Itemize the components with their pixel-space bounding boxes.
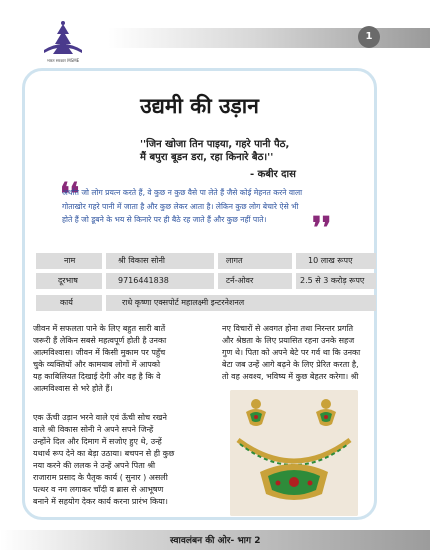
label-work: कार्य [36, 295, 102, 311]
header-bar [108, 28, 430, 48]
jewellery-photo [230, 390, 358, 516]
text-line: जीवन में सफलता पाने के लिए बहुत सारी बातें [33, 324, 166, 333]
text-line: नए विचारों से अवगत होना तथा निरन्तर प्रगति [222, 324, 354, 333]
text-line: नया करने की ललक ने उन्हें अपने पिता श्री [33, 461, 156, 470]
intro-line-1: अर्थात जो लोग प्रयत्न करते हैं, वे कुछ न कुछ वैसे पा लेते हैं जैसे कोई मेहनत करने वाला [62, 188, 303, 197]
body-left-paragraph-1 [33, 323, 183, 395]
text-line: आत्मविश्वास। जीवन में किसी मुकाम पर पहुँच [33, 348, 166, 357]
info-row-phone [36, 273, 376, 289]
text-line: राजाराम प्रसाद के पैतृक कार्य ( सुनार ) असली [33, 473, 168, 482]
text-line: यह काबिलियत दिखाई देगी और वह है कि वे [33, 372, 161, 381]
intro-paragraph [62, 186, 352, 227]
text-line: वाले श्री विकास सोनी ने अपने सपने जिन्हें [33, 425, 154, 434]
open-quote-icon: ❛❛ [60, 177, 80, 212]
text-line: और श्रेष्ठता के लिए प्रयासित रहना उनके सहज [222, 336, 355, 345]
body-left-paragraph-2 [33, 412, 183, 508]
body-right-paragraph [222, 323, 372, 383]
text-line: पत्थर व नग लगाकर चाँदी व ब्रास से आभूषण [33, 485, 164, 494]
logo-caption: भारत सरकार MSME [46, 58, 80, 63]
text-line: उन्होंने दिल और दिमाग में सजोए हुए थे, उन्हें [33, 437, 162, 446]
text-line: आत्मविश्वास से भरे होते हैं। [33, 384, 113, 393]
value-work: राधे कृष्णा एक्सपोर्ट महालक्ष्मी इन्टरनेशनल [106, 295, 376, 311]
page-title: उद्यमी की उड़ान [140, 94, 259, 118]
value-name: श्री विकास सोनी [106, 253, 214, 269]
value-cost: 10 लाख रूपए [296, 253, 376, 269]
footer-title: स्वावलंबन की ओर- भाग 2 [170, 536, 261, 546]
text-line: बेटा जब उन्हें आगे बढ़ने के लिए प्रेरित करता है, [222, 360, 359, 369]
quote-line-2: मैं बपुरा बूडन डरा, रहा किनारे बैठ।'' [140, 152, 274, 163]
text-line: बनाने में सहयोग देकर कार्य करना प्रारंभ किया। [33, 497, 168, 506]
text-line: यथार्थ रूप देने का बेड़ा उठाया। बचपन से ही कुछ [33, 449, 175, 458]
label-turnover: टर्न-ओवर [218, 273, 292, 289]
quote-line-1: ''जिन खोजा तिन पाइया, गहरे पानी पैठ, [140, 139, 290, 150]
text-line: गुण थे। पिता को अपने बेटे पर गर्व था कि उनका [222, 348, 361, 357]
info-row-work [36, 295, 376, 311]
quote-author: - कबीर दास [250, 169, 296, 180]
close-quote-icon: ❜❜ [312, 211, 332, 246]
text-line: चुके व्यक्तियों और कामयाब लोगों में आपको [33, 360, 161, 369]
intro-line-3: होते हैं जो डूबने के भय से किनारे पर ही बैठे रह जाते हैं और कुछ नहीं पाते। [62, 215, 267, 224]
text-line: एक ऊँची उड़ान भरने वाले एवं ऊँची सोच रखने [33, 413, 167, 422]
value-turnover: 2.5 से 3 करोड़ रूपए [296, 273, 376, 289]
value-phone: 9716441838 [106, 273, 214, 289]
text-line: जरूरी हैं लेकिन सबसे महत्वपूर्ण होती है उनका [33, 336, 167, 345]
info-row-name [36, 253, 376, 269]
kabir-quote [140, 138, 390, 164]
label-phone: दूरभाष [36, 273, 102, 289]
page-number-badge: 1 [358, 26, 380, 48]
label-cost: लागत [218, 253, 292, 269]
label-name: नाम [36, 253, 102, 269]
text-line: तो वह अवश्य, भविष्य में कुछ बेहतर करेगा। श्री [222, 372, 359, 381]
intro-line-2: गोताखोर गहरे पानी में जाता है और कुछ लेकर आता है। लेकिन कुछ लोग बेचारे ऐसे भी [62, 201, 299, 211]
